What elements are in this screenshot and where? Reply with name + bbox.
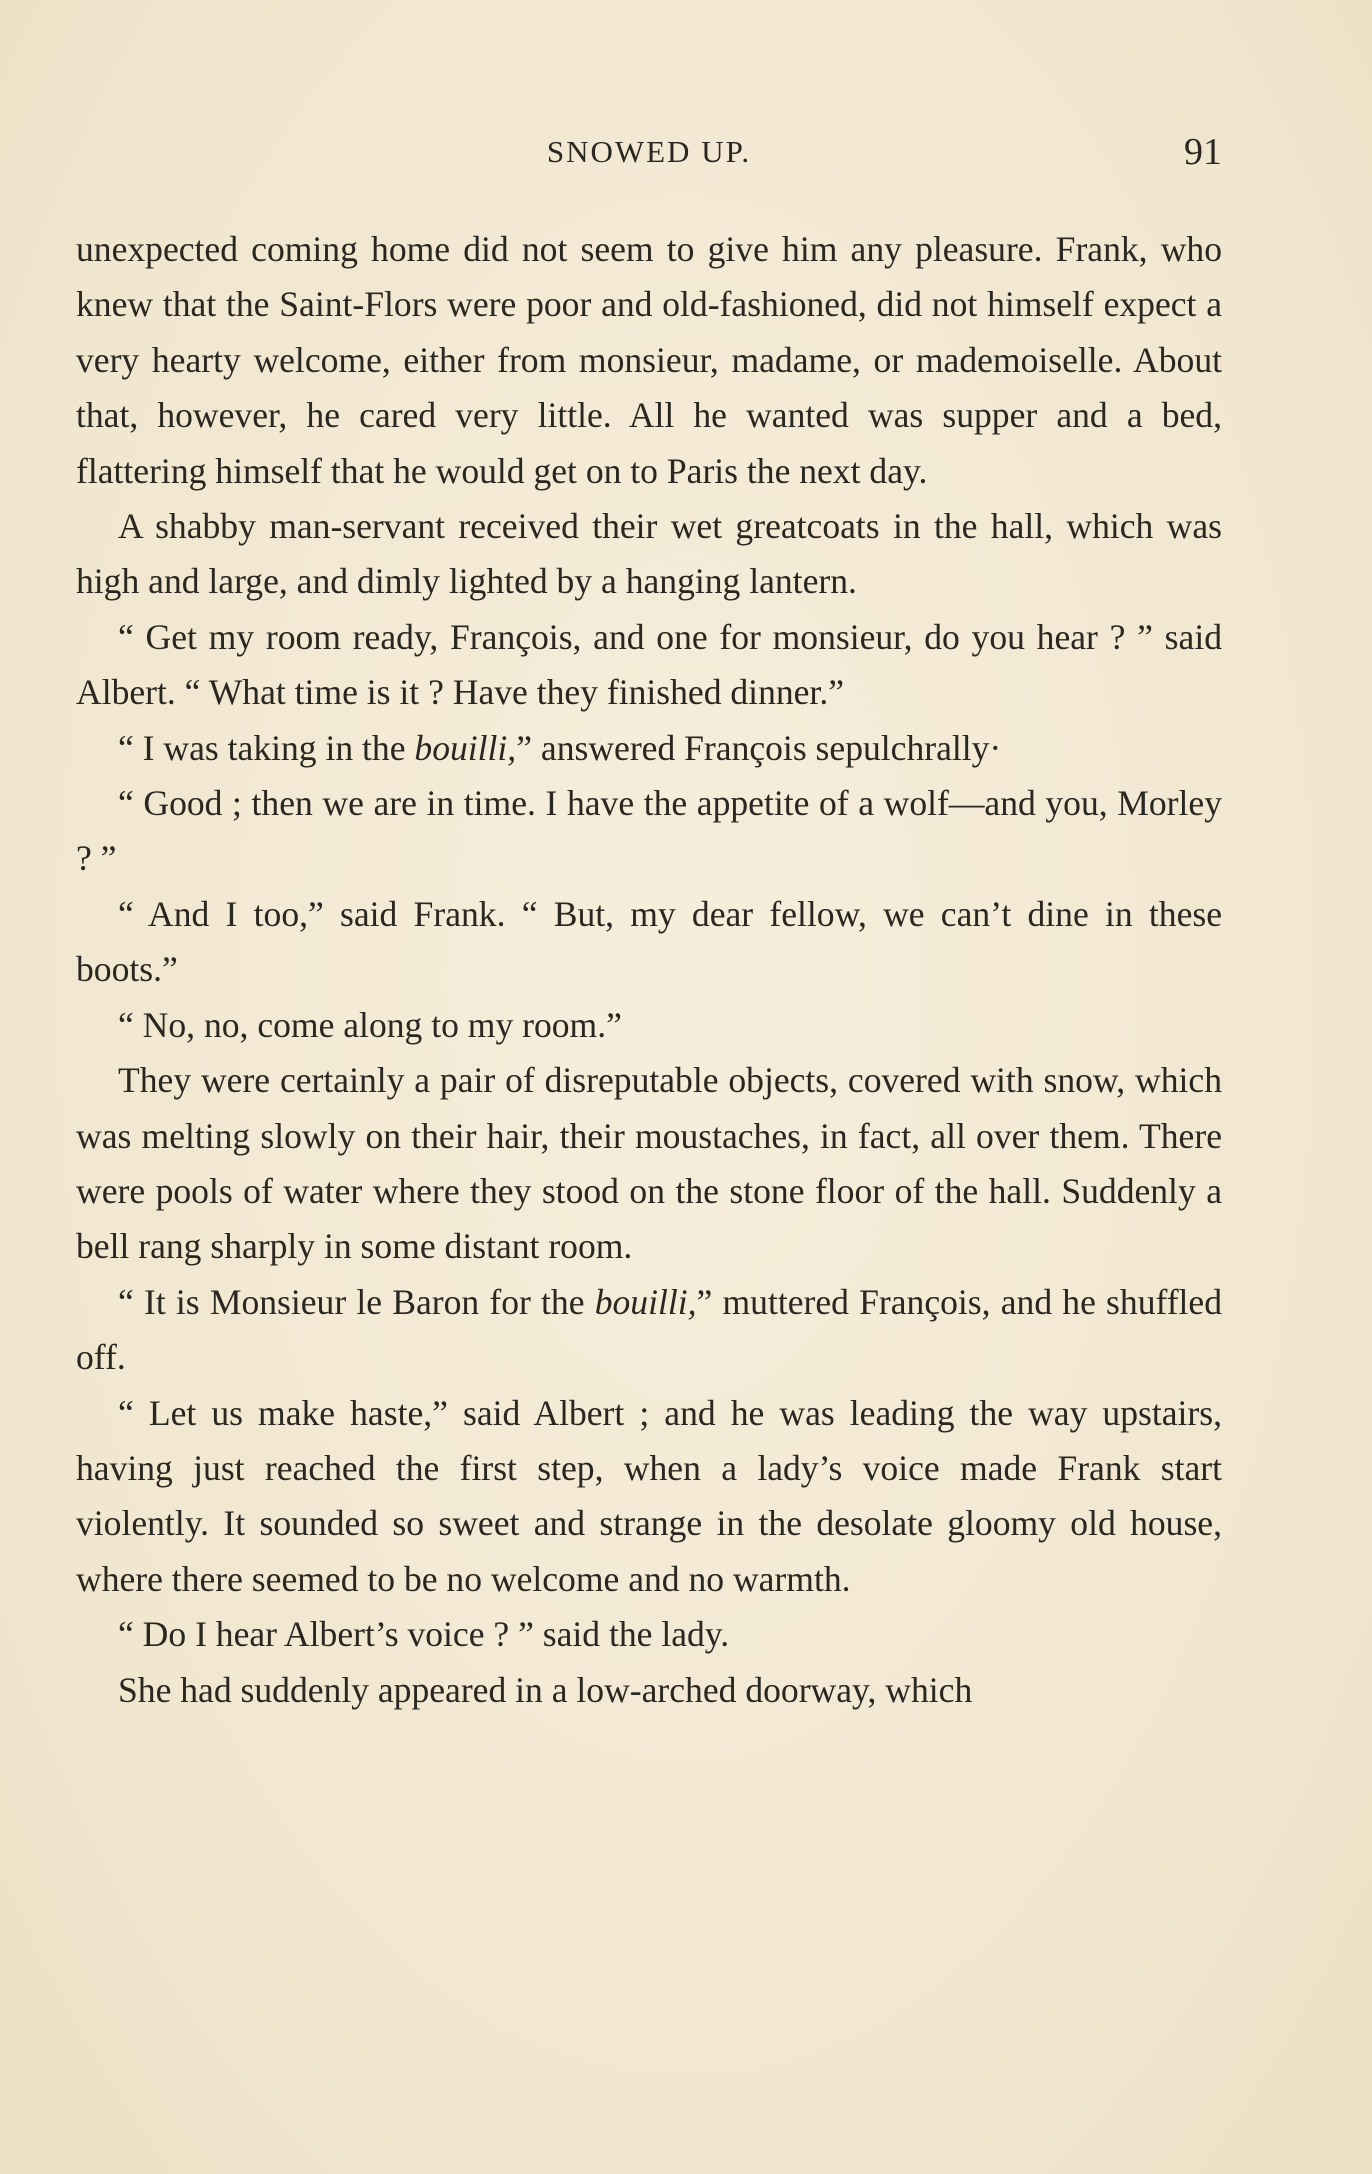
running-title: SNOWED UP. xyxy=(546,134,752,169)
paragraph: “ No, no, come along to my room.” xyxy=(118,1004,622,1045)
italic-word: bouilli, xyxy=(414,727,517,768)
paragraph: She had suddenly appeared in a low-arched doorway, which xyxy=(118,1669,973,1710)
paragraph: “ I was taking in the bouilli,” answered François sepulchrally· xyxy=(118,727,1002,768)
paragraph: A shabby man-servant received their wet greatcoats in the hall, which was high and large, and dimly lighted by a hanging lantern. xyxy=(76,506,1222,602)
paragraph: “ Do I hear Albert’s voice ? ” said the lady. xyxy=(118,1614,730,1655)
paragraph: “ Get my room ready, François, and one for monsieur, do you hear ? ” said Albert. “ What time is it ? Have they finished dinner.” xyxy=(76,616,1222,713)
paragraph: unexpected coming home did not seem to give him any pleasure. Frank, who knew that the Saint-Flors were poor and old-fashioned, did not himself expect a very hearty welcome, either from monsieur, madame, or mademoiselle. About that, however, he cared very little. All he wanted was supper and a bed, flattering himself that he would get on to Paris the next day. xyxy=(76,229,1222,491)
paragraph: They were certainly a pair of disreputable objects, covered with snow, which was melting slowly on their hair, their moustaches, in fact, all over them. There were pools of water where they stood on the stone floor of the hall. Suddenly a bell rang sharply in some distant room. xyxy=(76,1060,1222,1267)
italic-word: bouilli, xyxy=(594,1281,697,1322)
body-text xyxy=(76,222,1222,1718)
paragraph: “ And I too,” said Frank. “ But, my dear fellow, we can’t dine in these boots.” xyxy=(76,893,1222,990)
paragraph: “ Let us make haste,” said Albert ; and he was leading the way upstairs, having just reached the first step, when a lady’s voice made Frank start violently. It sounded so sweet and strange in the desolate gloomy old house, where there seemed to be no welcome and no warmth. xyxy=(76,1392,1222,1599)
page-number: 91 xyxy=(1184,131,1222,173)
page-header xyxy=(76,130,1222,180)
paragraph: “ It is Monsieur le Baron for the bouilli,” muttered François, and he shuffled off. xyxy=(76,1281,1223,1378)
paragraph: “ Good ; then we are in time. I have the appetite of a wolf—and you, Morley ? ” xyxy=(76,783,1222,879)
